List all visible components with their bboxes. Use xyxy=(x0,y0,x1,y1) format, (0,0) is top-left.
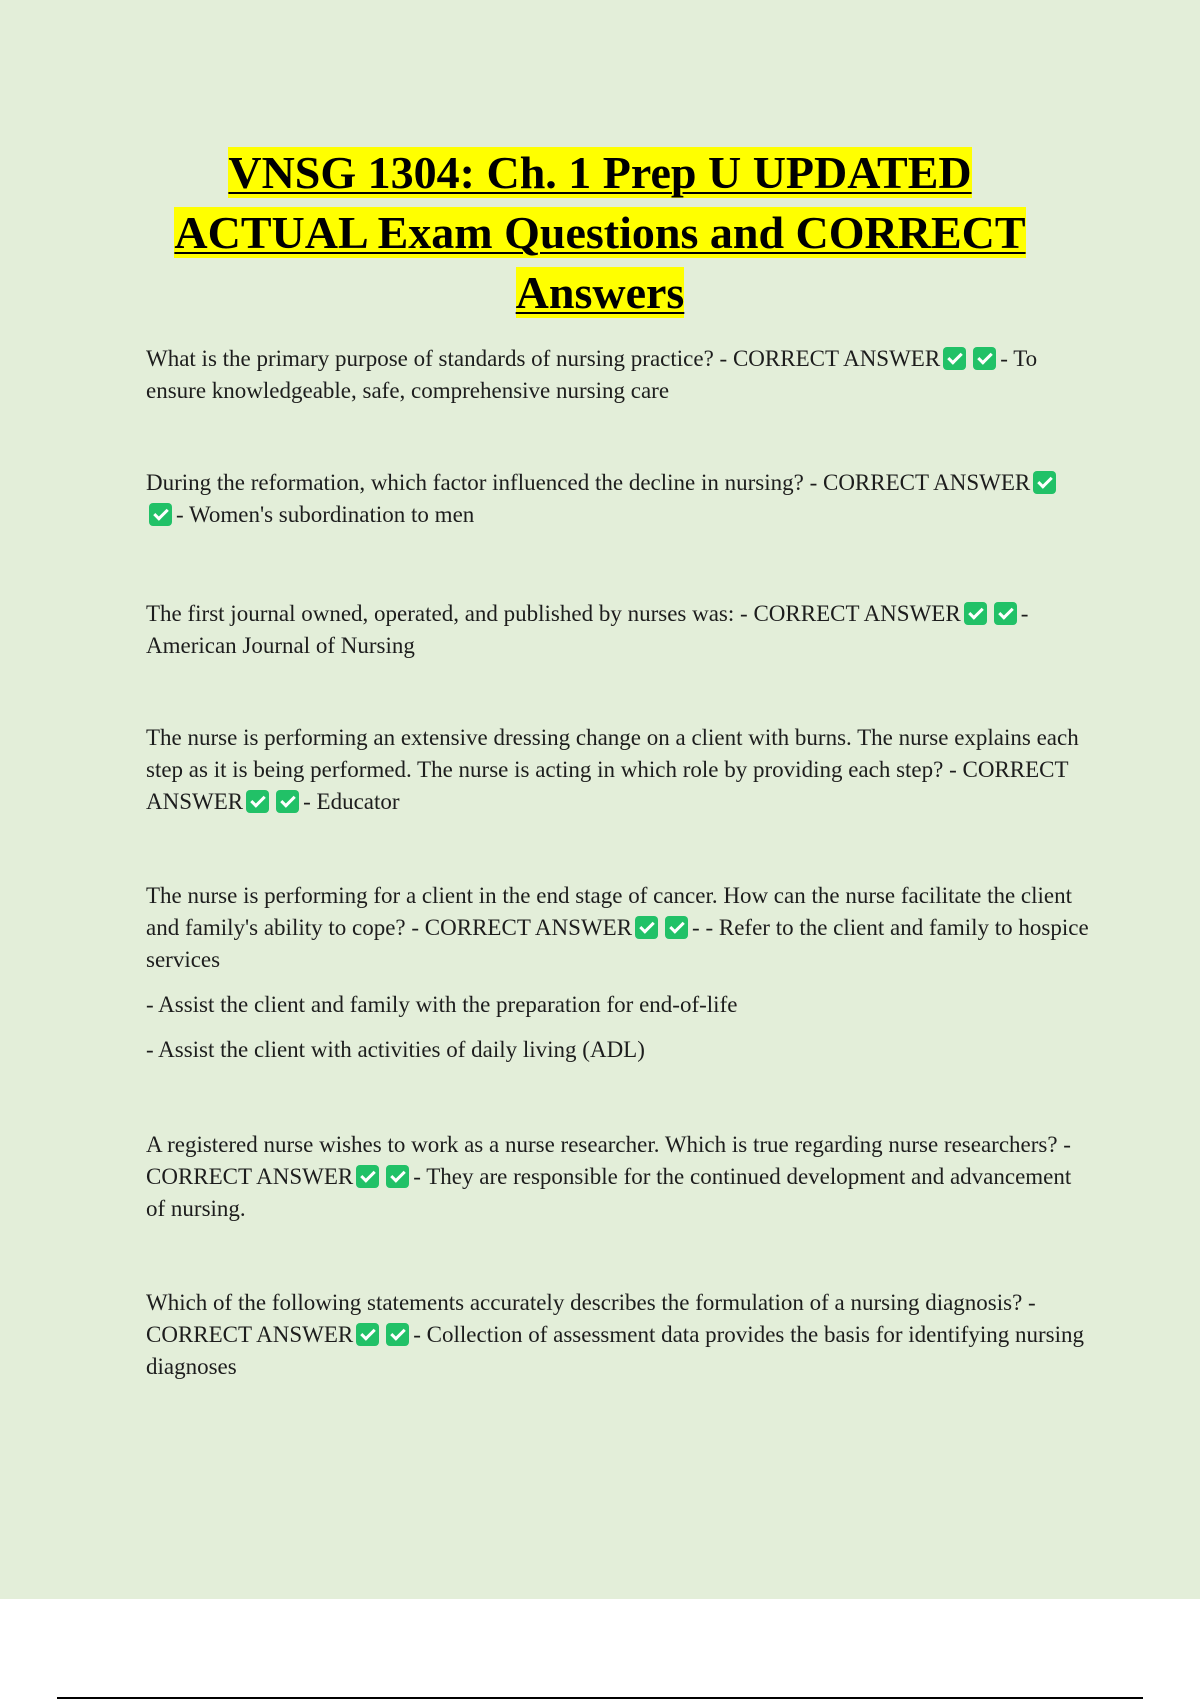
question-text: A registered nurse wishes to work as a nurse researcher. Which is true regarding nurse researchers? - xyxy=(146,1132,1071,1157)
footer-divider xyxy=(57,1697,1143,1699)
check-mark-icon xyxy=(356,1165,379,1188)
check-mark-icon xyxy=(994,602,1017,625)
title-line-1: VNSG 1304: Ch. 1 Prep U UPDATED xyxy=(228,147,972,198)
qa-item-7 xyxy=(146,1287,1090,1383)
answer-marker: CORRECT ANSWER xyxy=(732,346,941,371)
answer-extra-line: - Assist the client with activities of daily living (ADL) xyxy=(146,1037,645,1062)
qa-item-6 xyxy=(146,1129,1090,1225)
answer-extra-line: - Assist the client and family with the preparation for end-of-life xyxy=(146,992,738,1017)
qa-item-5 xyxy=(146,880,1090,1066)
answer-text: - To ensure knowledgeable, safe, comprehensive nursing care xyxy=(146,346,1038,403)
answer-text: - They are responsible for the continued development and advancement of nursing. xyxy=(146,1164,1072,1221)
check-mark-icon xyxy=(635,916,658,939)
check-mark-icon xyxy=(973,347,996,370)
question-text: What is the primary purpose of standards of nursing practice? - xyxy=(146,346,733,371)
question-text: The nurse is performing for a client in the end stage of cancer. How can the nurse facilitate the client and family's ability to cope? - xyxy=(146,883,1073,940)
check-mark-icon xyxy=(386,1165,409,1188)
answer-text: - Collection of assessment data provides the basis for identifying nursing diagnoses xyxy=(146,1322,1084,1379)
check-mark-icon xyxy=(356,1323,379,1346)
check-mark-icon xyxy=(1033,471,1056,494)
check-mark-icon xyxy=(943,347,966,370)
answer-marker: CORRECT ANSWER xyxy=(146,757,1069,814)
answer-marker: CORRECT ANSWER xyxy=(753,601,961,626)
qa-item-4 xyxy=(146,722,1090,818)
check-mark-icon xyxy=(386,1323,409,1346)
qa-item-3 xyxy=(146,598,1090,662)
question-text: The nurse is performing an extensive dressing change on a client with burns. The nurse explains each step as it is being performed. The nurse is acting in which role by providing each step? - xyxy=(146,725,1079,782)
answer-text: - - Refer to the client and family to hospice services xyxy=(146,915,1089,972)
answer-text: - Women's subordination to men xyxy=(176,502,475,527)
check-mark-icon xyxy=(665,916,688,939)
question-text: Which of the following statements accurately describes the formulation of a nursing diagnosis? - xyxy=(146,1290,1036,1315)
answer-marker: CORRECT ANSWER xyxy=(146,1322,354,1347)
check-mark-icon xyxy=(276,790,299,813)
answer-marker: CORRECT ANSWER xyxy=(822,470,1031,495)
title-line-3: Answers xyxy=(515,267,685,318)
answer-text: - American Journal of Nursing xyxy=(146,601,1029,658)
check-mark-icon xyxy=(964,602,987,625)
answer-text: - Educator xyxy=(303,789,400,814)
answer-marker: CORRECT ANSWER xyxy=(424,915,633,940)
document-title xyxy=(120,143,1080,323)
check-mark-icon xyxy=(149,503,172,526)
question-text: The first journal owned, operated, and published by nurses was: - xyxy=(146,601,754,626)
qa-item-1 xyxy=(146,343,1090,407)
qa-item-2 xyxy=(146,467,1090,531)
question-text: During the reformation, which factor influenced the decline in nursing? - xyxy=(146,470,823,495)
title-line-2: ACTUAL Exam Questions and CORRECT xyxy=(174,207,1026,258)
check-mark-icon xyxy=(246,790,269,813)
answer-marker: CORRECT ANSWER xyxy=(146,1164,354,1189)
